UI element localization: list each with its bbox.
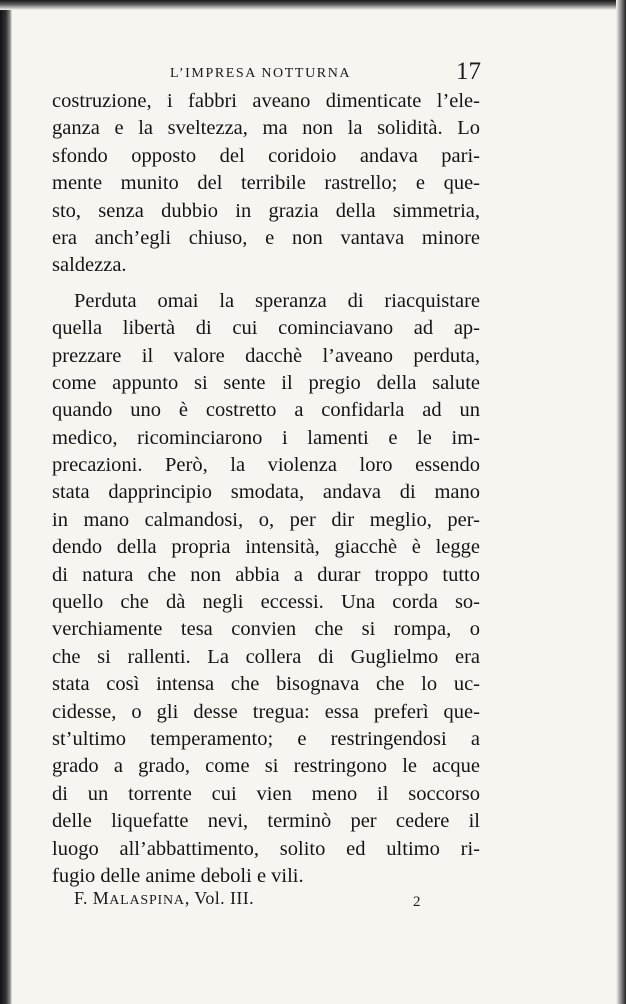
text-line: fugio delle anime deboli e vili. [52, 864, 304, 887]
text-line: cidesse, o gli desse tregua: essa preferì que- [52, 700, 480, 723]
text-line: grado a grado, come si restringono le acque [52, 755, 480, 778]
top-edge-shadow [0, 0, 626, 10]
text-line: st’ultimo temperamento; e restringendosi a [52, 727, 480, 750]
text-line: sfondo opposto del coridoio andava pari- [52, 144, 480, 167]
text-line: luogo all’abbattimento, solito ed ultimo ri- [52, 837, 480, 860]
page-footer [0, 888, 626, 918]
running-header [0, 60, 626, 90]
signature-volume: , Vol. III. [184, 888, 255, 908]
sheet-number: 2 [413, 894, 421, 910]
text-line: Perduta omai la speranza di riacquistare [74, 289, 480, 312]
text-line: prezzare il valore dacchè l’aveano perduta, [52, 344, 480, 367]
text-line: saldezza. [52, 254, 127, 277]
book-spine-shadow [0, 0, 12, 1004]
text-line: ganza e la sveltezza, ma non la solidità. Lo [52, 117, 480, 140]
text-line: era anch’egli chiuso, e non vantava minore [52, 226, 480, 249]
signature-name-rest: ALASPINA [109, 893, 185, 908]
text-line: di natura che non abbia a durar troppo tutto [52, 563, 480, 586]
paragraph-1 [52, 88, 480, 280]
text-line: medico, ricominciarono i lamenti e le im- [52, 426, 480, 449]
text-line: costruzione, i fabbri aveano dimenticate l’ele- [52, 90, 480, 112]
text-line: precazioni. Però, la violenza loro essendo [52, 454, 480, 477]
page-number: 17 [456, 58, 481, 85]
text-line: di un torrente cui vien meno il soccorso [52, 782, 480, 805]
text-line: quando uno è costretto a confidarla ad un [52, 399, 480, 422]
text-line: stata così intensa che bisognava che lo uc- [52, 673, 480, 696]
text-line: mente munito del terribile rastrello; e que- [52, 172, 480, 195]
text-line: delle liquefatte nevi, terminò per cedere il [52, 810, 480, 833]
text-line: quello che dà negli eccessi. Una corda so- [52, 591, 480, 614]
text-line: sto, senza dubbio in grazia della simmetria, [52, 199, 480, 222]
signature-name-first: M [92, 888, 110, 908]
running-title: L’IMPRESA NOTTURNA [170, 66, 352, 81]
text-line: verchiamente tesa convien che si rompa, o [52, 618, 480, 641]
body-text [52, 88, 480, 890]
text-line: stata dapprincipio smodata, andava di mano [52, 481, 480, 504]
text-line: come appunto si sente il pregio della salute [52, 371, 480, 394]
right-edge-shadow [616, 0, 626, 1004]
signature-initial: F. [74, 888, 88, 908]
signature-mark [74, 888, 254, 909]
paragraph-gap [52, 280, 480, 288]
paragraph-2 [52, 288, 480, 891]
text-line: dendo della propria intensità, giacchè è legge [52, 536, 480, 559]
text-line: quella libertà di cui cominciavano ad ap- [52, 317, 480, 340]
text-line: che si rallenti. La collera di Guglielmo era [52, 645, 480, 668]
text-line: in mano calmandosi, o, per dir meglio, per- [52, 508, 480, 531]
